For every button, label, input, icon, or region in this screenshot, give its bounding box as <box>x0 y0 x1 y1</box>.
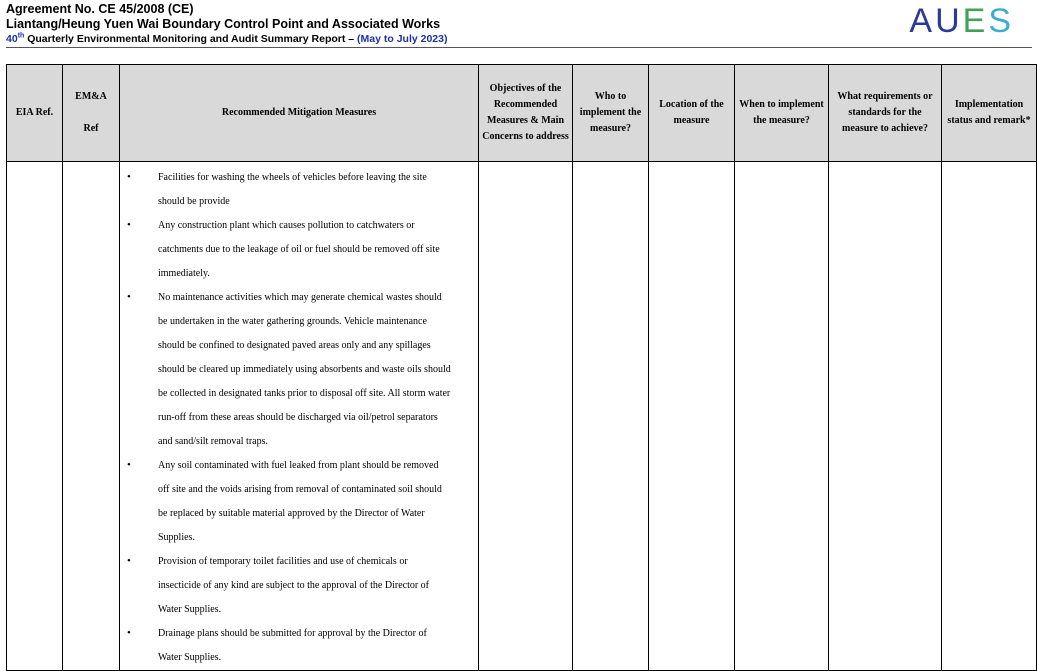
measure-line: insecticide of any kind are subject to the approval of the Director of <box>158 580 430 591</box>
table-header-row <box>7 65 1037 162</box>
measure-line: Water Supplies. <box>158 604 222 615</box>
header-divider <box>6 47 1032 48</box>
bullet-icon: • <box>127 291 131 303</box>
bullet-icon: • <box>127 219 131 231</box>
mitigation-measures-table <box>6 64 1037 671</box>
measure-line: should be cleared up immediately using absorbents and waste oils should <box>158 364 451 375</box>
cell-status <box>942 162 1037 671</box>
project-title: Liantang/Heung Yuen Wai Boundary Control Point and Associated Works <box>6 17 441 31</box>
measure-line: Provision of temporary toilet facilities and use of chemicals or <box>158 556 408 567</box>
measure-line: should be provide <box>158 196 230 207</box>
measure-line: Facilities for washing the wheels of vehicles before leaving the site <box>158 172 427 183</box>
cell-requirements <box>829 162 942 671</box>
measure-line: be replaced by suitable material approved by the Director of Water <box>158 508 425 519</box>
measure-line: be undertaken in the water gathering grounds. Vehicle maintenance <box>158 316 427 327</box>
measure-item <box>120 166 474 214</box>
measure-line: should be confined to designated paved areas only and any spillages <box>158 340 431 351</box>
measure-line: immediately. <box>158 268 210 279</box>
measure-line: be collected in designated tanks prior to disposal off site. All storm water <box>158 388 451 399</box>
cell-location <box>649 162 735 671</box>
measures-list <box>120 162 478 670</box>
col-who: Who to implement the measure? <box>573 65 649 162</box>
cell-who <box>573 162 649 671</box>
col-requirements: What requirements or standards for the measure to achieve? <box>829 65 942 162</box>
cell-ema-ref <box>63 162 120 671</box>
col-measures: Recommended Mitigation Measures <box>120 65 479 162</box>
measure-line: No maintenance activities which may generate chemical wastes should <box>158 292 442 303</box>
measure-line: Any soil contaminated with fuel leaked from plant should be removed <box>158 460 439 471</box>
report-description: Quarterly Environmental Monitoring and Audit Summary Report – <box>24 33 358 45</box>
report-header <box>6 0 1032 47</box>
report-number: 40 <box>6 33 18 45</box>
col-when: When to implement the measure? <box>735 65 829 162</box>
report-number-suffix: th <box>17 32 25 40</box>
measure-line: Any construction plant which causes pollution to catchwaters or <box>158 220 415 231</box>
measure-item <box>120 454 474 550</box>
measure-line: catchments due to the leakage of oil or fuel should be removed off site <box>158 244 440 255</box>
cell-measures <box>120 162 479 671</box>
cell-when <box>735 162 829 671</box>
measure-line: Drainage plans should be submitted for approval by the Director of <box>158 628 427 639</box>
measure-item <box>120 622 474 670</box>
bullet-icon: • <box>127 555 131 567</box>
measure-item <box>120 286 474 454</box>
measure-line: off site and the voids arising from removal of contaminated soil should <box>158 484 442 495</box>
bullet-icon: • <box>127 627 131 639</box>
report-title <box>6 33 447 45</box>
bullet-icon: • <box>127 171 131 183</box>
measure-line: run-off from these areas should be discharged via oil/petrol separators <box>158 412 438 423</box>
col-status: Implementation status and remark* <box>942 65 1037 162</box>
col-location: Location of the measure <box>649 65 735 162</box>
col-objectives: Objectives of the Recommended Measures & Main Concerns to address <box>479 65 573 162</box>
cell-eia-ref <box>7 162 63 671</box>
col-ema-ref: EM&A Ref <box>63 65 120 162</box>
agreement-number: Agreement No. CE 45/2008 (CE) <box>6 2 194 16</box>
cell-objectives <box>479 162 573 671</box>
measure-line: Supplies. <box>158 532 195 543</box>
bullet-icon: • <box>127 459 131 471</box>
measure-line: and sand/silt removal traps. <box>158 436 268 447</box>
report-period: (May to July 2023) <box>357 33 448 45</box>
aues-logo: AUES <box>909 2 1014 40</box>
table-row <box>7 162 1037 671</box>
measure-line: Water Supplies. <box>158 652 222 663</box>
measure-item <box>120 214 474 286</box>
col-eia-ref: EIA Ref. <box>7 65 63 162</box>
measure-item <box>120 550 474 622</box>
